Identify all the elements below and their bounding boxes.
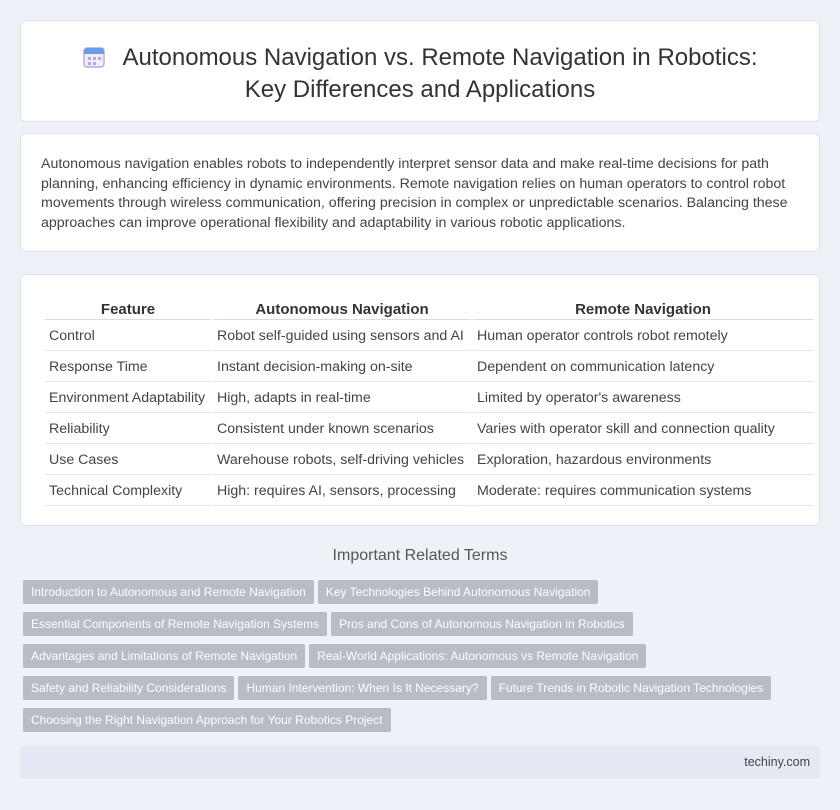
footer-site-link[interactable]: techiny.com — [744, 755, 810, 769]
table-cell: Reliability — [45, 413, 211, 444]
related-term-tag[interactable]: Safety and Reliability Considerations — [23, 676, 234, 700]
table-cell: Exploration, hazardous environments — [473, 444, 813, 475]
intro-card — [20, 133, 820, 252]
table-cell: Warehouse robots, self-driving vehicles — [213, 444, 471, 475]
table-cell: Robot self-guided using sensors and AI — [213, 320, 471, 351]
table-row — [45, 413, 813, 444]
related-term-tag[interactable]: Advantages and Limitations of Remote Navigation — [23, 644, 305, 668]
comparison-table — [43, 298, 815, 506]
table-cell: Limited by operator's awareness — [473, 382, 813, 413]
table-cell: High: requires AI, sensors, processing — [213, 475, 471, 506]
related-terms-list — [23, 580, 823, 740]
table-cell: Consistent under known scenarios — [213, 413, 471, 444]
column-header-autonomous: Autonomous Navigation — [213, 298, 471, 320]
table-cell: Dependent on communication latency — [473, 351, 813, 382]
related-term-tag[interactable]: Essential Components of Remote Navigation Systems — [23, 612, 327, 636]
table-cell: Moderate: requires communication systems — [473, 475, 813, 506]
column-header-feature: Feature — [45, 298, 211, 320]
table-cell: Environment Adaptability — [45, 382, 211, 413]
related-terms-heading: Important Related Terms — [332, 547, 508, 564]
intro-paragraph: Autonomous navigation enables robots to independently interpret sensor data and make real-time decisions for path planning, enhancing efficiency in dynamic environments. Remote navigation relies on human operators to control robot movements through wireless communication, offering precision in complex or unpredictable scenarios. Balancing these approaches can improve operational flexibility and adaptability in various robotic applications. — [41, 156, 788, 231]
table-cell: Human operator controls robot remotely — [473, 320, 813, 351]
table-cell: Technical Complexity — [45, 475, 211, 506]
related-term-tag[interactable]: Key Technologies Behind Autonomous Navigation — [318, 580, 599, 604]
related-term-tag[interactable]: Choosing the Right Navigation Approach for Your Robotics Project — [23, 708, 391, 732]
table-cell: Use Cases — [45, 444, 211, 475]
table-row — [45, 351, 813, 382]
column-header-remote: Remote Navigation — [473, 298, 813, 320]
table-cell: Varies with operator skill and connection quality — [473, 413, 813, 444]
comparison-card — [20, 274, 820, 526]
table-cell: High, adapts in real-time — [213, 382, 471, 413]
table-row — [45, 475, 813, 506]
table-row — [45, 320, 813, 351]
related-term-tag[interactable]: Future Trends in Robotic Navigation Technologies — [491, 676, 772, 700]
title-card — [20, 20, 820, 122]
table-row — [45, 382, 813, 413]
table-cell: Control — [45, 320, 211, 351]
related-term-tag[interactable]: Real-World Applications: Autonomous vs Remote Navigation — [309, 644, 646, 668]
page-title: Autonomous Navigation vs. Remote Navigation in Robotics: Key Differences and Applications — [122, 44, 758, 103]
related-term-tag[interactable]: Introduction to Autonomous and Remote Navigation — [23, 580, 314, 604]
table-header-row — [45, 298, 813, 320]
table-cell: Instant decision-making on-site — [213, 351, 471, 382]
calendar-icon — [83, 46, 105, 75]
table-row — [45, 444, 813, 475]
footer — [20, 746, 820, 779]
title-row — [21, 43, 819, 104]
related-term-tag[interactable]: Human Intervention: When Is It Necessary? — [238, 676, 486, 700]
related-term-tag[interactable]: Pros and Cons of Autonomous Navigation in Robotics — [331, 612, 633, 636]
table-cell: Response Time — [45, 351, 211, 382]
